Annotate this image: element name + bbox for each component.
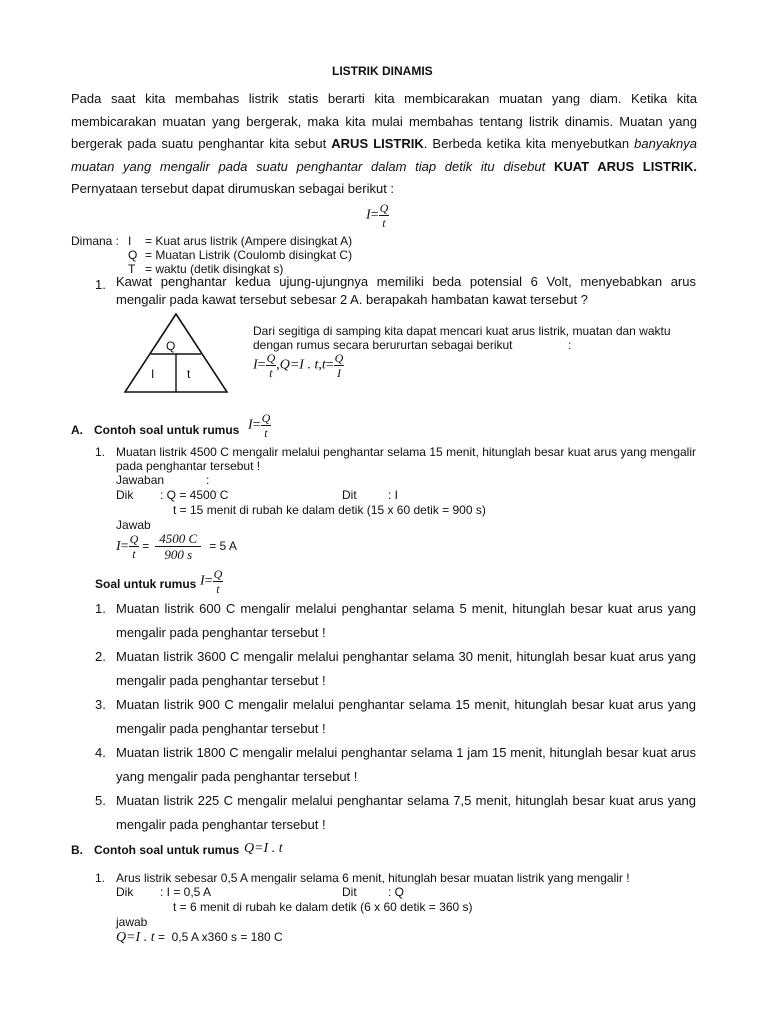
dit-label: Dit [342,885,357,899]
qit-triangle [123,312,229,396]
example-b-calculation: Q=I . t = 0,5 A x360 s = 180 C [116,930,283,945]
jawab-label: Jawab [116,518,151,532]
section-b-letter: B. [71,843,83,857]
triangle-formulas: I= $\frac{Q}{t}$ ,Q=I . t,t= $\frac{Q}{I}$ [253,351,344,380]
jawab-label: jawab [116,915,148,929]
dik-label: Dik [116,488,134,502]
soal-number: 4. [95,745,106,760]
soal-text: Muatan listrik 1800 C mengalir melalui penghantar selama 1 jam 15 menit, hitunglah besar kuat arus yang mengalir pada penghantar tersebut ! [116,745,696,784]
triangle-note-line1: Dari segitiga di samping kita dapat mencari kuat arus listrik, muatan dan waktu [253,324,671,338]
soal-number: 5. [95,793,106,808]
dit-label: Dit [342,488,357,502]
time-conversion: t = 6 menit di rubah ke dalam detik (6 x 60 detik = 360 s) [173,900,473,914]
time-conversion: t = 15 menit di rubah ke dalam detik (15 x 60 detik = 900 s) [173,503,486,517]
soal-text: Muatan listrik 600 C mengalir melalui penghantar selama 5 menit, hitunglah besar kuat arus yang mengalir pada penghantar tersebut ! [116,601,696,640]
triangle-label-i: I [151,367,155,381]
intro-paragraph [71,88,697,201]
soal-formula: I= $\frac{Q}{t}$ [200,567,223,596]
example-b-number: 1. [95,871,106,885]
section-b-formula: Q=I . t [244,841,283,856]
question-number: 1. [95,277,106,292]
def-symbol-q: Q [128,248,138,262]
example-b-text: Arus listrik sebesar 0,5 A mengalir selama 6 menit, hitunglah besar muatan listrik yang mengalir ! [116,871,630,885]
example-a-number: 1. [95,445,106,459]
intro-text-3: Pernyataan tersebut dapat dirumuskan sebagai berikut : [71,181,395,196]
page-title: LISTRIK DINAMIS [332,64,433,78]
main-formula: I= $\frac{Q}{t}$ [366,201,389,230]
dik-label: Dik [116,885,134,899]
soal-number: 1. [95,601,106,616]
section-a-formula: I= $\frac{Q}{t}$ [248,411,271,440]
dik-value: : Q = 4500 C [160,488,229,502]
intro-text-2: . Berbeda ketika kita menyebutkan [423,136,635,151]
soal-heading: Soal untuk rumus [95,577,197,591]
term-arus-listrik: ARUS LISTRIK [331,136,424,151]
def-symbol-t: T [128,262,136,276]
term-kuat-arus-listrik: KUAT ARUS LISTRIK. [553,158,697,174]
def-symbol-i: I [128,234,132,248]
question-text: Kawat penghantar kedua ujung-ujungnya memiliki beda potensial 6 Volt, menyebabkan arus mengalir pada kawat tersebut sebesar 2 A. berapakah hambatan kawat tersebut ? [116,274,696,307]
triangle-label-t: t [187,367,191,381]
definitions-lead: Dimana : [71,234,120,248]
intro-text-1: Pada saat kita membahas listrik statis berarti kita membicarakan muatan yang diam. Ketika kita membicarakan muatan yang bergerak, maka kita mulai membahas tentang listrik dinamis. Muatan yang bergerak pada suatu penghantar kita sebut [71,91,697,151]
soal-text: Muatan listrik 900 C mengalir melalui penghantar selama 15 menit, hitunglah besar kuat arus yang mengalir pada penghantar tersebut ! [116,697,696,736]
triangle-label-q: Q [166,339,176,353]
jawaban-label: Jawaban [116,473,165,487]
section-a-heading: Contoh soal untuk rumus [94,423,240,437]
soal-text: Muatan listrik 225 C mengalir melalui penghantar selama 7,5 menit, hitunglah besar kuat arus yang mengalir pada penghantar tersebut ! [116,793,696,832]
dik-value: : I = 0,5 A [160,885,212,899]
section-b-heading: Contoh soal untuk rumus [94,843,240,857]
triangle-note-line2: dengan rumus secara berururtan sebagai berikut [253,338,513,352]
def-desc-i: = Kuat arus listrik (Ampere disingkat A) [145,234,353,248]
def-desc-t: = waktu (detik disingkat s) [145,262,284,276]
soal-number: 3. [95,697,106,712]
def-desc-q: = Muatan Listrik (Coulomb disingkat C) [145,248,353,262]
soal-text: Muatan listrik 3600 C mengalir melalui penghantar selama 30 menit, hitunglah besar kuat arus yang mengalir pada penghantar tersebut ! [116,649,696,688]
dit-value: : Q [388,885,405,899]
example-a-calculation: I= $\frac{Q}{t}$ = $\frac{4500 C}{900 s}$ = 5 A [116,531,237,562]
soal-number: 2. [95,649,106,664]
dit-value: : I [388,488,399,502]
document-page: LISTRIK DINAMIS Pada saat kita membahas listrik statis berarti kita membicarakan muatan yang diam. Ketika kita membicarakan muatan yang bergerak, maka kita mulai membahas tentang listrik dinamis. Muatan yang bergerak pada suatu penghantar kita sebut ARUS LISTRIK. Berbeda ketika kita menyebutkan banyaknya muatan yang mengalir pada suatu penghantar dalam tiap detik itu disebut KUAT ARUS LISTRIK. Pernyataan tersebut dapat dirumuskan sebagai berikut : I= $\frac{Q}{t}$ Dimana : I = Kuat arus listrik (Ampere disingkat A) Q = Muatan Listrik (Coulomb disingkat C) T = waktu (detik disingkat s) 1. Kawat penghantar kedua ujung-ujungnya memiliki beda potensial 6 Volt, menyebabkan arus mengalir pada kawat tersebut sebesar 2 A. berapakah hambatan kawat tersebut ? Q I t Dari segitiga di samping kita dapat mencari kuat arus listrik, muatan dan waktu dengan rumus secara berururtan sebagai berikut : I= $\frac{Q}{t}$ ,Q=I . t,t= $\frac{Q}{I}$ A. Contoh soal untuk rumus I= $\frac{Q}{t}$ 1. Muatan listrik 4500 C mengalir melalui penghantar selama 15 menit, hitunglah besar kuat arus yang mengalir pada penghantar tersebut ! Jawaban : Dik : Q = 4500 C Dit : I t = 15 menit di rubah ke dalam detik (15 x 60 detik = 900 s) Jawab I= $\frac{Q}{t}$ = $\frac{4500 C}{900 s}$ = 5 A Soal untuk rumus I= $\frac{Q}{t}$ 1. Muatan listrik 600 C mengalir melalui penghantar selama 5 menit, hitunglah besar kuat arus yang mengalir pada penghantar tersebut ! 2. Muatan listrik 3600 C mengalir melalui penghantar selama 30 menit, hitunglah besar kuat arus yang mengalir pada penghantar tersebut ! 3. Muatan listrik 900 C mengalir melalui penghantar selama 15 menit, hitunglah besar kuat arus yang mengalir pada penghantar tersebut ! 4. Muatan listrik 1800 C mengalir melalui penghantar selama 1 jam 15 menit, hitunglah besar kuat arus yang mengalir pada penghantar tersebut ! 5. Muatan listrik 225 C mengalir melalui penghantar selama 7,5 menit, hitunglah besar kuat arus yang mengalir pada penghantar tersebut ! B. Contoh soal untuk rumus Q=I . t 1. Arus listrik sebesar 0,5 A mengalir selama 6 menit, hitunglah besar muatan listrik yang mengalir ! Dik : I = 0,5 A Dit : Q t = 6 menit di rubah ke dalam detik (6 x 60 detik = 360 s) jawab Q=I . t = 0,5 A x360 s = 180 C [71,64,698,945]
section-a-letter: A. [71,423,83,437]
example-a-text: Muatan listrik 4500 C mengalir melalui penghantar selama 15 menit, hitunglah besar kuat arus yang mengalir pada penghantar tersebut ! [116,445,696,473]
intro-definition: banyaknya muatan yang mengalir pada suatu penghantar dalam tiap detik itu disebut [71,136,698,174]
